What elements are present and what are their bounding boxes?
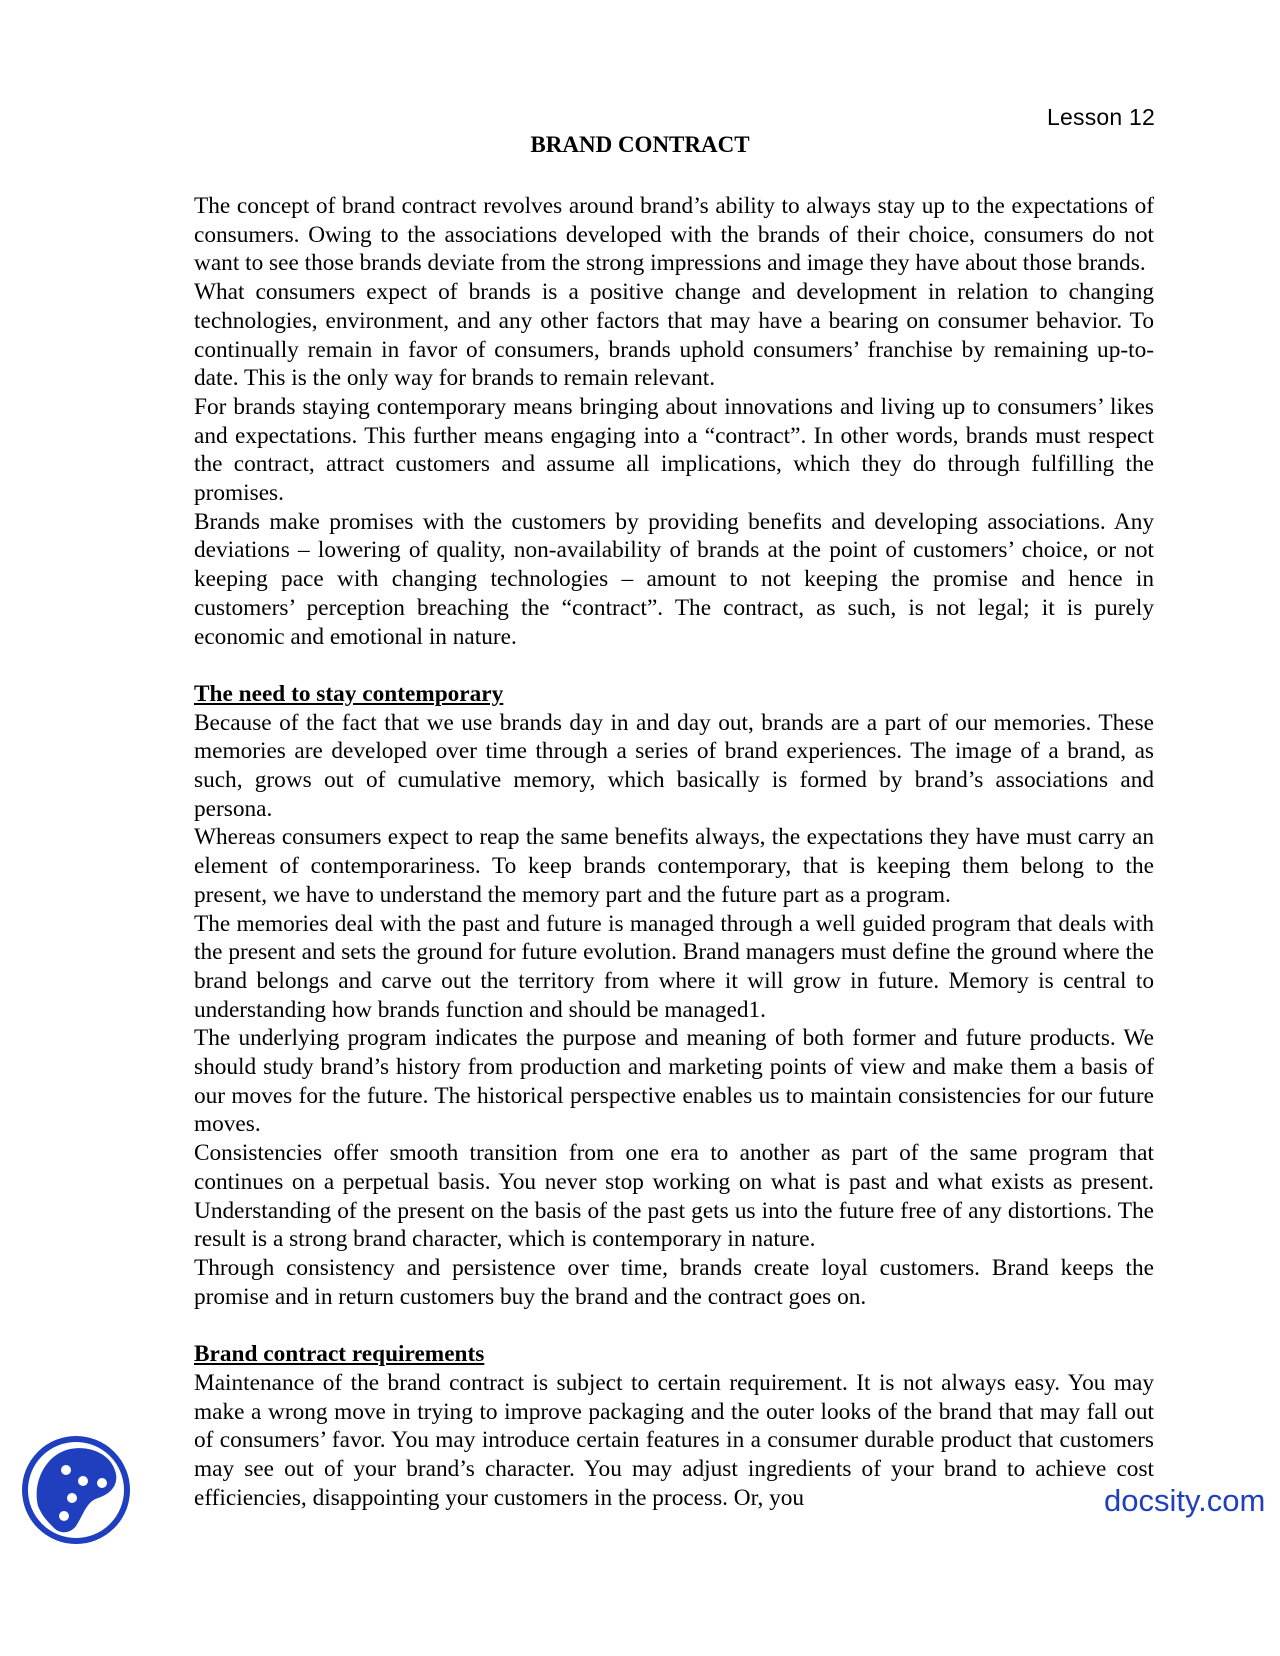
page-title: BRAND CONTRACT (530, 132, 750, 157)
section-heading: Brand contract requirements (194, 1341, 485, 1368)
paragraph: Through consistency and persistence over time, brands create loyal customers. Brand keeps the promise and in return customers buy the brand and the contract goes on. (194, 1255, 1154, 1310)
paragraph: Brands make promises with the customers by providing benefits and developing associations. Any deviations – lowering of quality, non-availability of brands at the point of customers’ choice, or not keeping pace with changing technologies – amount to not keeping the promise and hence in customers’ perception breaching the “contract”. The contract, as such, is not legal; it is purely economic and emotional in nature. (194, 508, 1154, 650)
paragraph: Maintenance of the brand contract is subject to certain requirement. It is not always easy. You may make a wrong move in trying to improve packaging and the outer looks of the brand that may fall out of consumers’ favor. You may introduce certain features in a consumer durable product that customers may see out of your brand’s character. You may adjust ingredients of your brand to achieve cost efficiencies, disappointing your customers in the process. Or, you (194, 1369, 1154, 1511)
paragraph: What consumers expect of brands is a positive change and development in relation to changing technologies, environment, and any other factors that may have a bearing on consumer behavior. To continually remain in favor of consumers, brands uphold consumers’ franchise by remaining up-to-date. This is the only way for brands to remain relevant. (194, 279, 1154, 392)
document-body (194, 192, 1154, 1532)
paragraph: The concept of brand contract revolves around brand’s ability to always stay up to the expectations of consumers. Owing to the associations developed with the brands of their choice, consumers do not want to see those brands deviate from the strong impressions and image they have about those brands. (194, 193, 1154, 277)
paragraph: Because of the fact that we use brands day in and day out, brands are a part of our memories. These memories are developed over time through a series of brand experiences. The image of a brand, as such, grows out of cumulative memory, which basically is formed by brand’s associations and persona. (194, 709, 1154, 822)
paragraph: The memories deal with the past and future is managed through a well guided program that deals with the present and sets the ground for future evolution. Brand managers must define the ground where the brand belongs and carve out the territory from where it will grow in future. Memory is central to understanding how brands function and should be managed1. (194, 910, 1154, 1023)
docsity-watermark[interactable]: docsity.com (1104, 1483, 1266, 1518)
lesson-number: Lesson 12 (1047, 104, 1155, 130)
paragraph: For brands staying contemporary means bringing about innovations and living up to consumers’ likes and expectations. This further means engaging into a “contract”. In other words, brands must respect the contract, attract customers and assume all implications, which they do through fulfilling the promises. (194, 393, 1154, 507)
docsity-logo-icon (20, 1434, 132, 1546)
section-heading: The need to stay contemporary (194, 680, 504, 707)
paragraph: Whereas consumers expect to reap the same benefits always, the expectations they have must carry an element of contemporariness. To keep brands contemporary, that is keeping them belong to the present, we have to understand the memory part and the future part as a program. (194, 824, 1154, 908)
paragraph: The underlying program indicates the purpose and meaning of both former and future products. We should study brand’s history from production and marketing points of view and make them a basis of our moves for the future. The historical perspective enables us to maintain consistencies for our future moves. (194, 1025, 1154, 1138)
paragraph: Consistencies offer smooth transition from one era to another as part of the same program that continues on a perpetual basis. You never stop working on what is past and what exists as present. Understanding of the present on the basis of the past gets us into the future free of any distortions. The result is a strong brand character, which is contemporary in nature. (194, 1140, 1154, 1253)
